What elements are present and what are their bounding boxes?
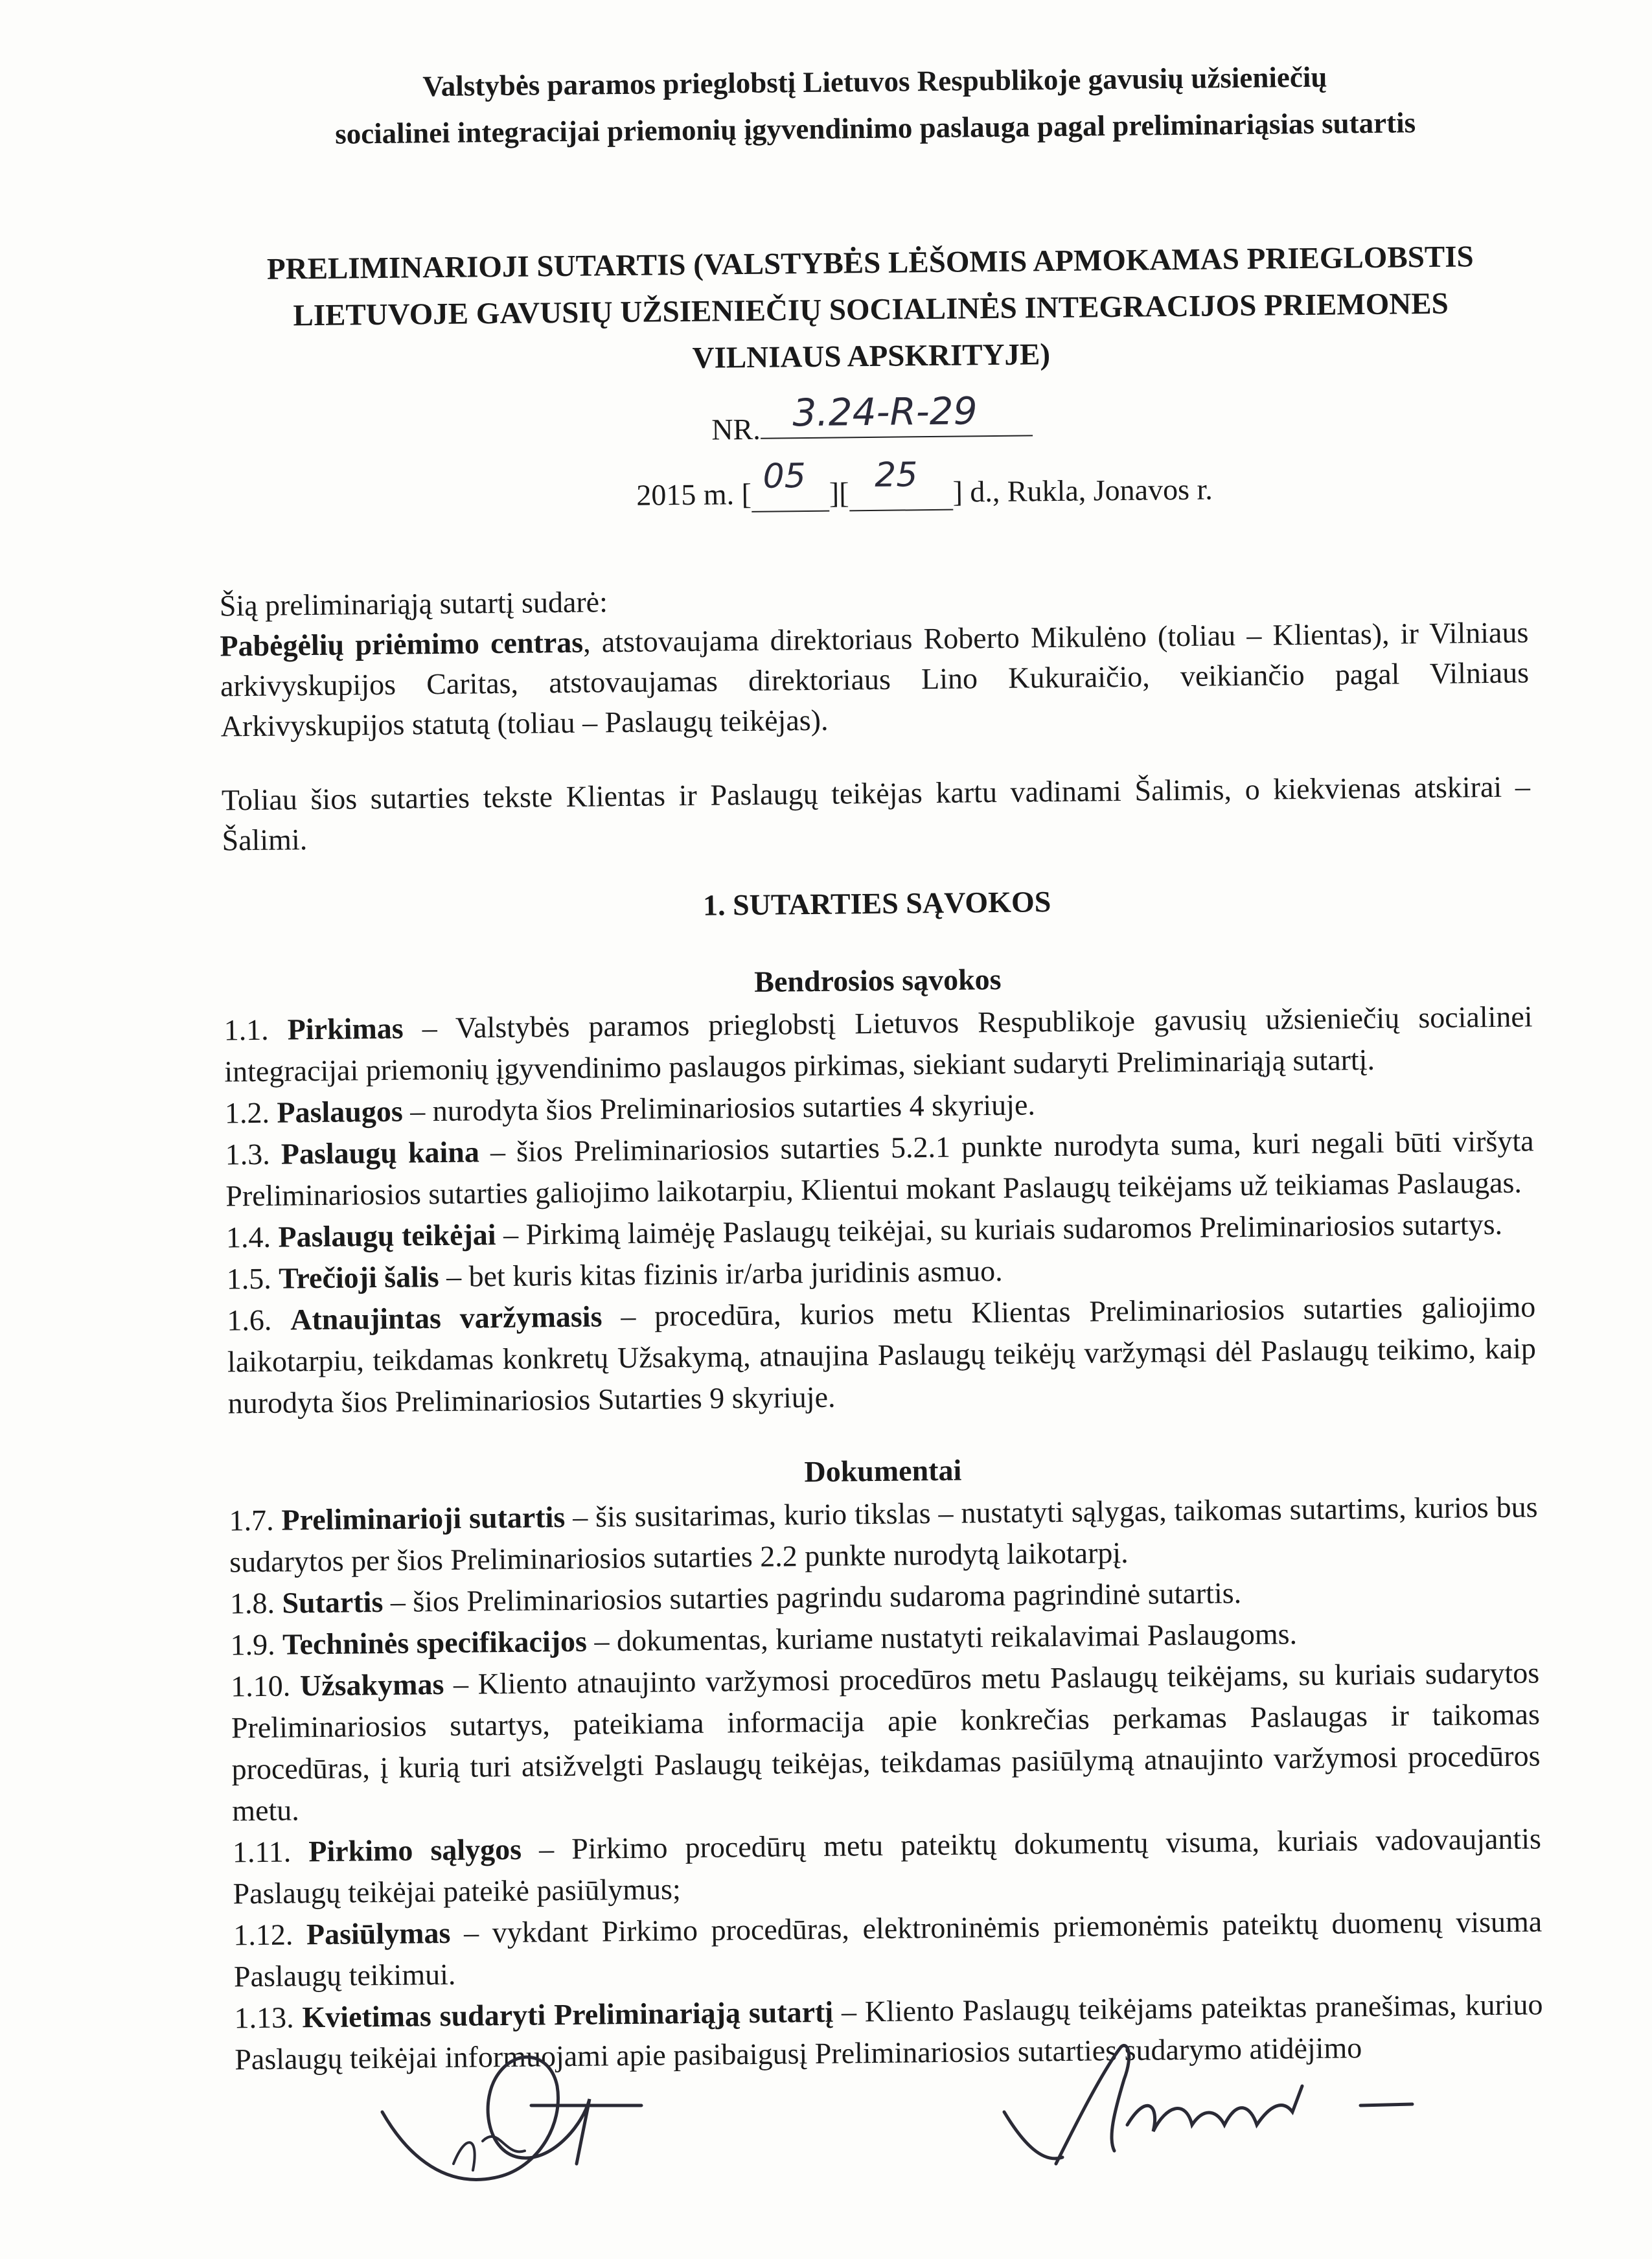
definition-item: 1.4. Paslaugų teikėjai – Pirkimą laimėję Paslaugų teikėjai, su kuriais sudaromos Preliminariosios sutartys. [225,1207,1503,1254]
parties-text: , atstovaujama direktoriaus Roberto Mikulėno (toliau – Klientas), ir Vilniaus arkivyskupijos Caritas, atstovaujamas direktoriaus Lino Kukuraičio, veikiančio pagal Vilniaus Arkivyskupijos statutą (toliau – Paslaugų teikėjas). [220,615,1530,743]
definition-item: 1.11. Pirkimo sąlygos – Pirkimo procedūrų metu pateiktų dokumentų visuma, kuriais vadovaujantis Paslaugų teikėjai pateikė pasiūlymus; [232,1822,1542,1910]
date-year: 2015 m. [636,477,735,512]
document-page [214,51,1543,2080]
definition-item: 1.9. Techninės specifikacijos – dokumentas, kuriame nustatyti reikalavimai Paslaugoms. [230,1617,1298,1662]
definition-item: 1.7. Preliminarioji sutartis – šis susitarimas, kurio tikslas – nustatyti sąlygas, taikomas sutartims, kurios bus sudarytos per šios Preliminariosios sutarties 2.2 punkte nurodytą laikotarpį. [229,1490,1538,1579]
definition-item: 1.6. Atnaujintas varžymasis – procedūra, kurios metu Klientas Preliminariosios sutarties galiojimo laikotarpiu, teikdamas konkretų Užsakymą, atnaujina Paslaugų teikėjų varžymąsi dėl Paslaugų teikimo, kaip nurodyta šios Preliminariosios Sutarties 9 skyriuje. [227,1290,1537,1420]
section-title: 1. SUTARTIES SĄVOKOS [702,885,1051,922]
general-definitions-list [224,996,1537,1424]
title-line-2: LIETUVOJE GAVUSIŲ UŽSIENIEČIŲ SOCIALINĖS INTEGRACIJOS PRIEMONES [293,286,1449,333]
definition-item: 1.2. Paslaugos – nurodyta šios Preliminariosios sutarties 4 skyriuje. [224,1088,1036,1130]
definition-item: 1.5. Trečioji šalis – bet kuris kitas fizinis ir/arba juridinis asmuo. [226,1254,1003,1296]
date-month-box [751,457,830,512]
signature-left [369,2028,667,2196]
contract-number [218,389,1527,463]
parties-note: Toliau šios sutarties tekste Klientas ir Paslaugų teikėjas kartu vadinami Šalimis, o kiekvienas atskirai – Šalimi. [221,770,1531,857]
contract-title [216,233,1526,386]
document-definitions-list [229,1486,1543,2080]
contract-date: 2015 m. [ 05 ][ 25 ] d., Rukla, Jonavos r. [636,455,1213,512]
title-line-1: PRELIMINARIOJI SUTARTIS (VALSTYBĖS LĖŠOMIS APMOKAMAS PRIEGLOBSTIS [266,240,1474,286]
document-header [227,51,1523,158]
header-line-2: socialinei integracijai priemonių įgyvendinimo paslauga pagal preliminariąsias sutartis [334,106,1416,150]
definition-item: 1.1. Pirkimas – Valstybės paramos prieglobstį Lietuvos Respublikoje gavusių užsieniečių socialinei integracijai priemonių įgyvendinimo paslaugos pirkimas, siekiant sudaryti Preliminariąją sutartį. [224,1000,1533,1088]
handwritten-day: 25 [874,455,918,495]
date-place: d., Rukla, Jonavos r. [970,472,1213,509]
definition-item: 1.8. Sutartis – šios Preliminariosios sutarties pagrindu sudaroma pagrindinė sutartis. [229,1576,1242,1620]
date-day-box [849,455,953,512]
number-blank [760,389,1033,439]
handwritten-month: 05 [763,457,807,496]
definition-item: 1.13. Kvietimas sudaryti Preliminariąją sutartį – Kliento Paslaugų teikėjams pateiktas pranešimas, kuriuo Paslaugų teikėjai informuojami apie pasibaigusį Preliminariosios sutarties sudarymo atidėjimo [234,1988,1543,2076]
subtitle-general: Bendrosios sąvokos [753,962,1002,998]
number-label: NR. [711,412,761,446]
parties-paragraph [220,612,1530,746]
header-line-1: Valstybės paramos prieglobstį Lietuvos Respublikoje gavusių užsieniečių [422,60,1327,103]
subtitle-documents: Dokumentai [804,1453,962,1489]
handwritten-number: 3.24-R-29 [792,389,978,435]
definition-item: 1.10. Užsakymas – Kliento atnaujinto varžymosi procedūros metu Paslaugų teikėjams, su kuriais sudarytos Preliminariosios sutartys, pateikiama informacija apie konkrečias perkamas Paslaugas ir taikomas procedūras, į kurią turi atsižvelgti Paslaugų teikėjas, teikdamas pasiūlymą atnaujinto varžymosi procedūros metu. [230,1656,1541,1828]
definition-item: 1.12. Pasiūlymas – vykdant Pirkimo procedūras, elektroninėmis priemonėmis pateiktų duomenų visuma Paslaugų teikimui. [233,1905,1543,1993]
title-line-3: VILNIAUS APSKRITYJE) [692,338,1051,375]
party-client-name: Pabėgėlių priėmimo centras [220,625,584,663]
intro-lead: Šią preliminariąją sutartį sudarė: [219,585,608,623]
signature-right [998,2028,1438,2183]
definition-item: 1.3. Paslaugų kaina – šios Preliminariosios sutarties 5.2.1 punkte nurodyta suma, kuri negali būti viršyta Preliminariosios sutarties galiojimo laikotarpiu, Klientui mokant Paslaugų teikėjams už teikiamas Paslaugas. [225,1124,1534,1213]
